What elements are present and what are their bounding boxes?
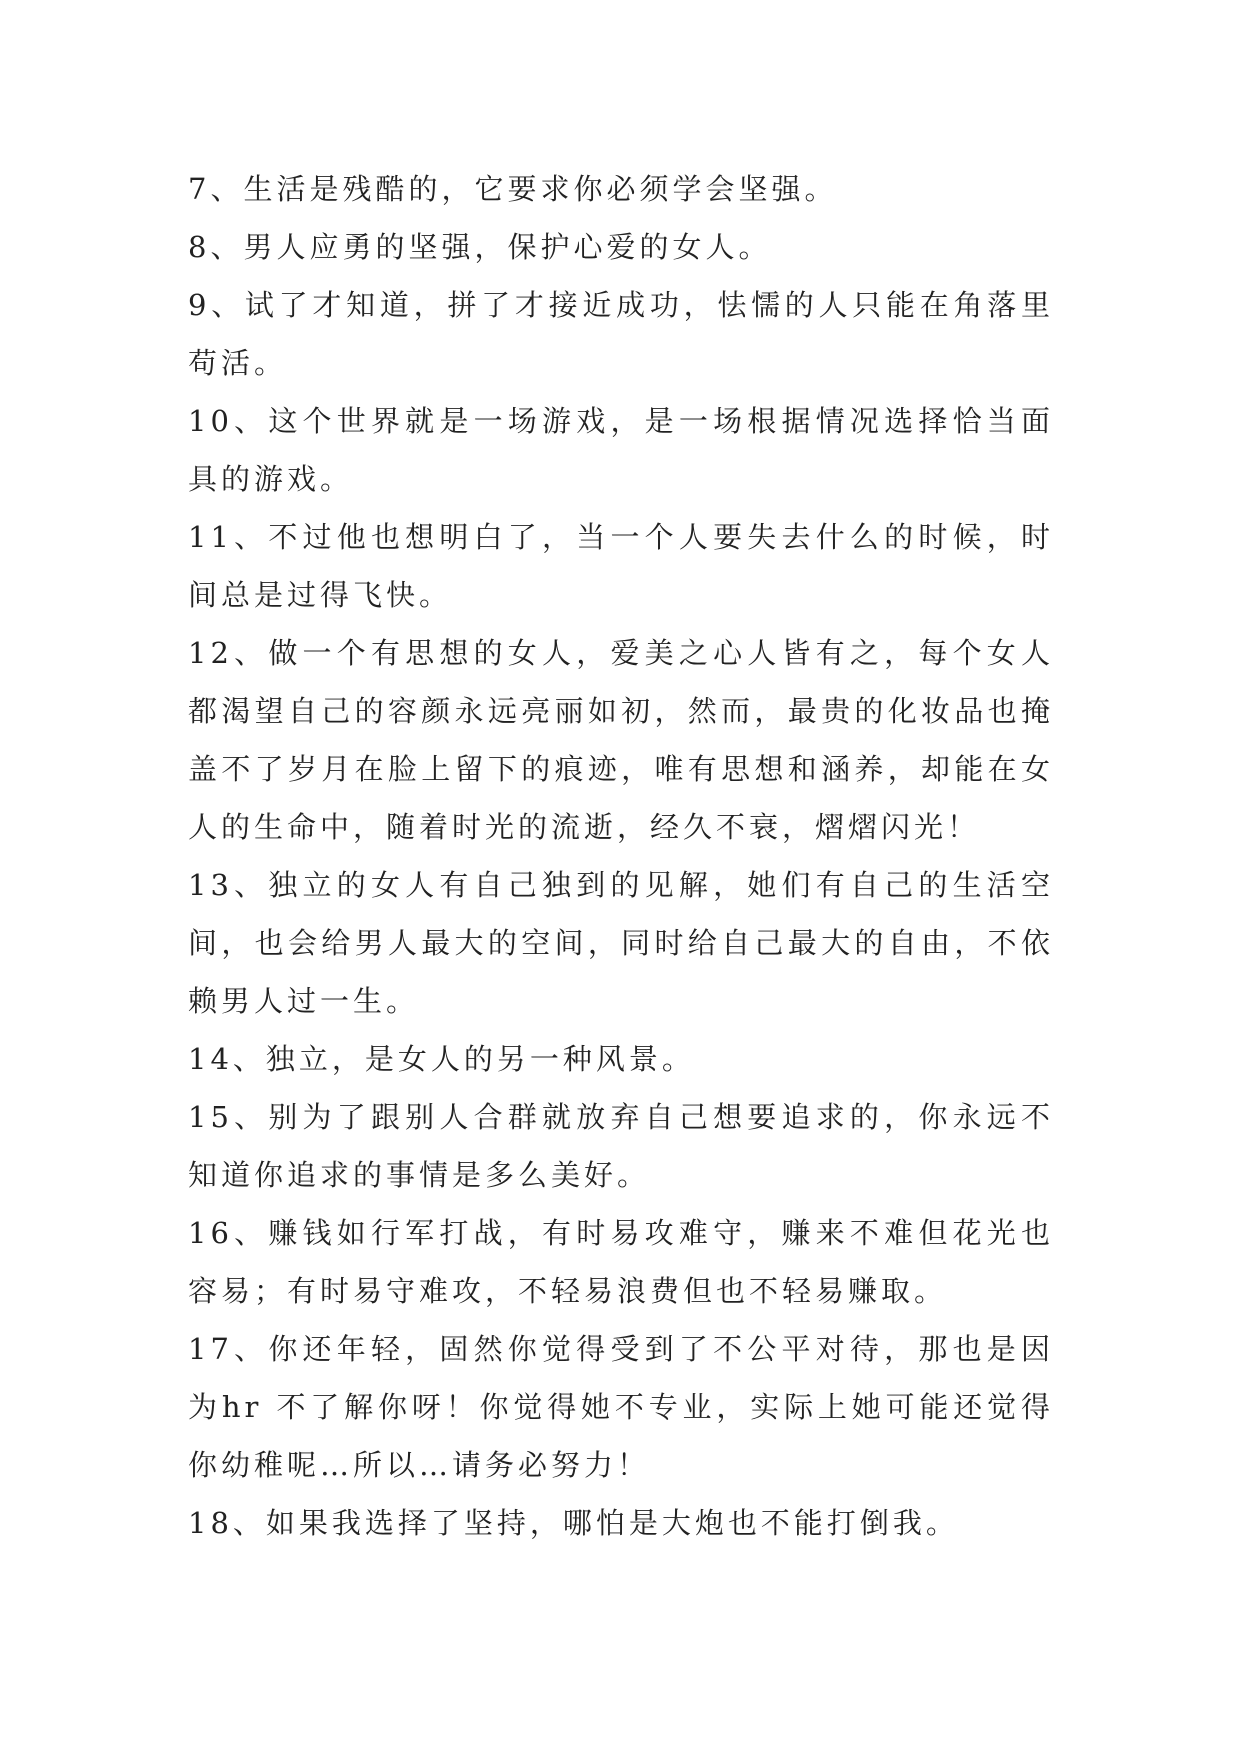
paragraph-16: 16、赚钱如行军打战，有时易攻难守，赚来不难但花光也容易；有时易守难攻，不轻易浪费但也不轻易赚取。	[188, 1216, 1054, 1308]
paragraph-18: 18、如果我选择了坚持，哪怕是大炮也不能打倒我。	[188, 1506, 959, 1540]
paragraph-17: 17、你还年轻，固然你觉得受到了不公平对待，那也是因为hr 不了解你呀！你觉得她不专业，实际上她可能还觉得你幼稚呢…所以…请务必努力！	[188, 1332, 1054, 1482]
paragraph-9: 9、试了才知道，拼了才接近成功，怯懦的人只能在角落里苟活。	[188, 288, 1054, 380]
document-body	[188, 160, 1054, 1552]
paragraph-8: 8、男人应勇的坚强，保护心爱的女人。	[188, 230, 772, 264]
paragraph-7: 7、生活是残酷的，它要求你必须学会坚强。	[188, 172, 838, 206]
paragraph-13: 13、独立的女人有自己独到的见解，她们有自己的生活空间，也会给男人最大的空间，同时给自己最大的自由，不依赖男人过一生。	[188, 868, 1054, 1018]
paragraph-15: 15、别为了跟别人合群就放弃自己想要追求的，你永远不知道你追求的事情是多么美好。	[188, 1100, 1054, 1192]
paragraph-10: 10、这个世界就是一场游戏，是一场根据情况选择恰当面具的游戏。	[188, 404, 1054, 496]
paragraph-14: 14、独立，是女人的另一种风景。	[188, 1042, 695, 1076]
paragraph-12: 12、做一个有思想的女人，爱美之心人皆有之，每个女人都渴望自己的容颜永远亮丽如初，然而，最贵的化妆品也掩盖不了岁月在脸上留下的痕迹，唯有思想和涵养，却能在女人的生命中，随着时光的流逝，经久不衰，熠熠闪光！	[188, 636, 1054, 844]
paragraph-11: 11、不过他也想明白了，当一个人要失去什么的时候，时间总是过得飞快。	[188, 520, 1054, 612]
